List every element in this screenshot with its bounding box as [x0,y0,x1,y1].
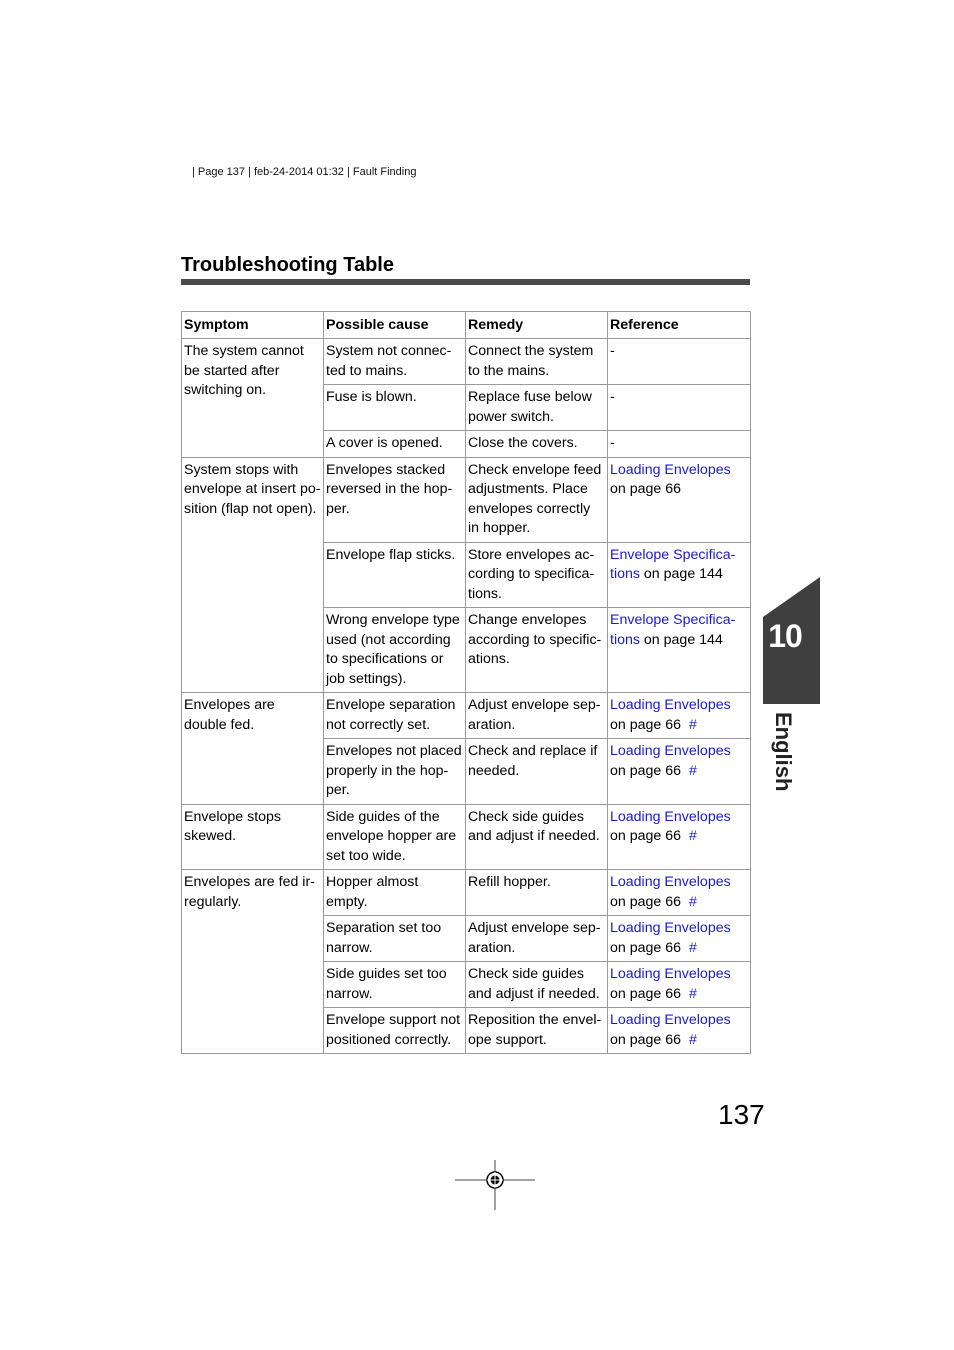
reference-text: on page 66 [610,939,682,956]
cause-cell: System not connec-ted to mains. [324,339,466,385]
reference-text: on page 66 [610,762,682,779]
cause-cell: Side guides set too narrow. [324,962,466,1008]
column-header: Reference [608,312,751,339]
remedy-cell: Check side guides and adjust if needed. [466,804,608,870]
cause-cell: Envelopes stacked reversed in the hop-per. [324,457,466,542]
remedy-cell: Adjust envelope sep-aration. [466,693,608,739]
reference-text: - [610,343,615,359]
symptom-cell: Envelopes are fed ir-regularly. [182,870,324,1054]
symptom-cell: Envelopes are double fed. [182,693,324,805]
reference-hash-link[interactable]: # [689,893,697,910]
remedy-cell: Refill hopper. [466,870,608,916]
remedy-cell: Check and replace if needed. [466,739,608,805]
column-header: Remedy [466,312,608,339]
reference-link[interactable]: Loading Envelopes [610,966,731,982]
reference-text: on page 144 [643,566,723,582]
reference-link[interactable]: Loading Envelopes [610,697,731,713]
cause-cell: Wrong envelope type used (not according to specifications or job settings). [324,608,466,693]
reference-cell [608,457,751,542]
reference-hash-link[interactable]: # [689,828,697,844]
reference-cell [608,339,751,385]
reference-cell [608,431,751,458]
cause-cell: Envelopes not placed properly in the hop-per. [324,739,466,805]
reference-text: on page 66 [610,828,682,844]
reference-cell [608,804,751,870]
reference-hash-link[interactable]: # [689,985,697,1002]
reference-cell [608,542,751,608]
cause-cell: Envelope flap sticks. [324,542,466,608]
remedy-cell: Reposition the envel-ope support. [466,1008,608,1054]
running-head: | Page 137 | feb-24-2014 01:32 | Fault Finding [192,166,417,178]
table-header-row [182,312,751,339]
symptom-cell: The system cannot be started after switching on. [182,339,324,458]
language-tab-label: English [771,712,796,792]
reference-text: on page 66 [610,481,682,497]
remedy-cell: Change envelopes according to specific-ations. [466,608,608,693]
reference-text: - [610,435,615,451]
reference-text: on page 66 [610,985,682,1002]
cause-cell: Hopper almost empty. [324,870,466,916]
table-body [182,339,751,1054]
reference-hash-link[interactable]: # [689,939,697,956]
reference-cell [608,916,751,962]
reference-hash-link[interactable]: # [689,1031,697,1048]
title-rule [181,279,750,285]
remedy-cell: Store envelopes ac-cording to specifica-tions. [466,542,608,608]
table-row [182,870,751,916]
reference-hash-link[interactable]: # [689,716,697,733]
page-number: 137 [718,1099,765,1130]
cause-cell: Fuse is blown. [324,385,466,431]
remedy-cell: Replace fuse below power switch. [466,385,608,431]
chapter-number: 10 [768,618,802,654]
reference-link[interactable]: Envelope Specifica-tions [610,546,736,582]
cause-cell: Envelope support not positioned correctly. [324,1008,466,1054]
remedy-cell: Adjust envelope sep-aration. [466,916,608,962]
reference-cell [608,693,751,739]
column-header: Symptom [182,312,324,339]
reference-cell [608,385,751,431]
reference-cell [608,870,751,916]
reference-cell [608,1008,751,1054]
reference-text: - [610,389,615,405]
column-header: Possible cause [324,312,466,339]
registration-mark-icon [455,1160,535,1212]
reference-cell [608,739,751,805]
cause-cell: Separation set too narrow. [324,916,466,962]
reference-text: on page 66 [610,1031,682,1048]
cause-cell: Envelope separation not correctly set. [324,693,466,739]
reference-link[interactable]: Loading Envelopes [610,808,731,825]
reference-link[interactable]: Envelope Specifica-tions [610,612,736,648]
reference-link[interactable]: Loading Envelopes [610,874,731,890]
remedy-cell: Check envelope feed adjustments. Place envelopes correctly in hopper. [466,457,608,542]
table-row [182,693,751,739]
remedy-cell: Check side guides and adjust if needed. [466,962,608,1008]
cause-cell: Side guides of the envelope hopper are set too wide. [324,804,466,870]
cause-cell: A cover is opened. [324,431,466,458]
table-row [182,804,751,870]
reference-link[interactable]: Loading Envelopes [610,461,731,478]
section-title: Troubleshooting Table [181,254,394,276]
symptom-cell: Envelope stops skewed. [182,804,324,870]
remedy-cell: Close the covers. [466,431,608,458]
table-row [182,339,751,385]
reference-link[interactable]: Loading Envelopes [610,1012,731,1028]
reference-cell [608,962,751,1008]
reference-text: on page 66 [610,893,682,910]
reference-link[interactable]: Loading Envelopes [610,920,731,936]
table-row [182,457,751,542]
reference-text: on page 66 [610,716,682,733]
remedy-cell: Connect the system to the mains. [466,339,608,385]
troubleshooting-table [181,311,751,1054]
reference-cell [608,608,751,693]
symptom-cell: System stops with envelope at insert po-sition (flap not open). [182,457,324,693]
reference-text: on page 144 [643,631,723,648]
reference-link[interactable]: Loading Envelopes [610,743,731,759]
reference-hash-link[interactable]: # [689,762,697,779]
